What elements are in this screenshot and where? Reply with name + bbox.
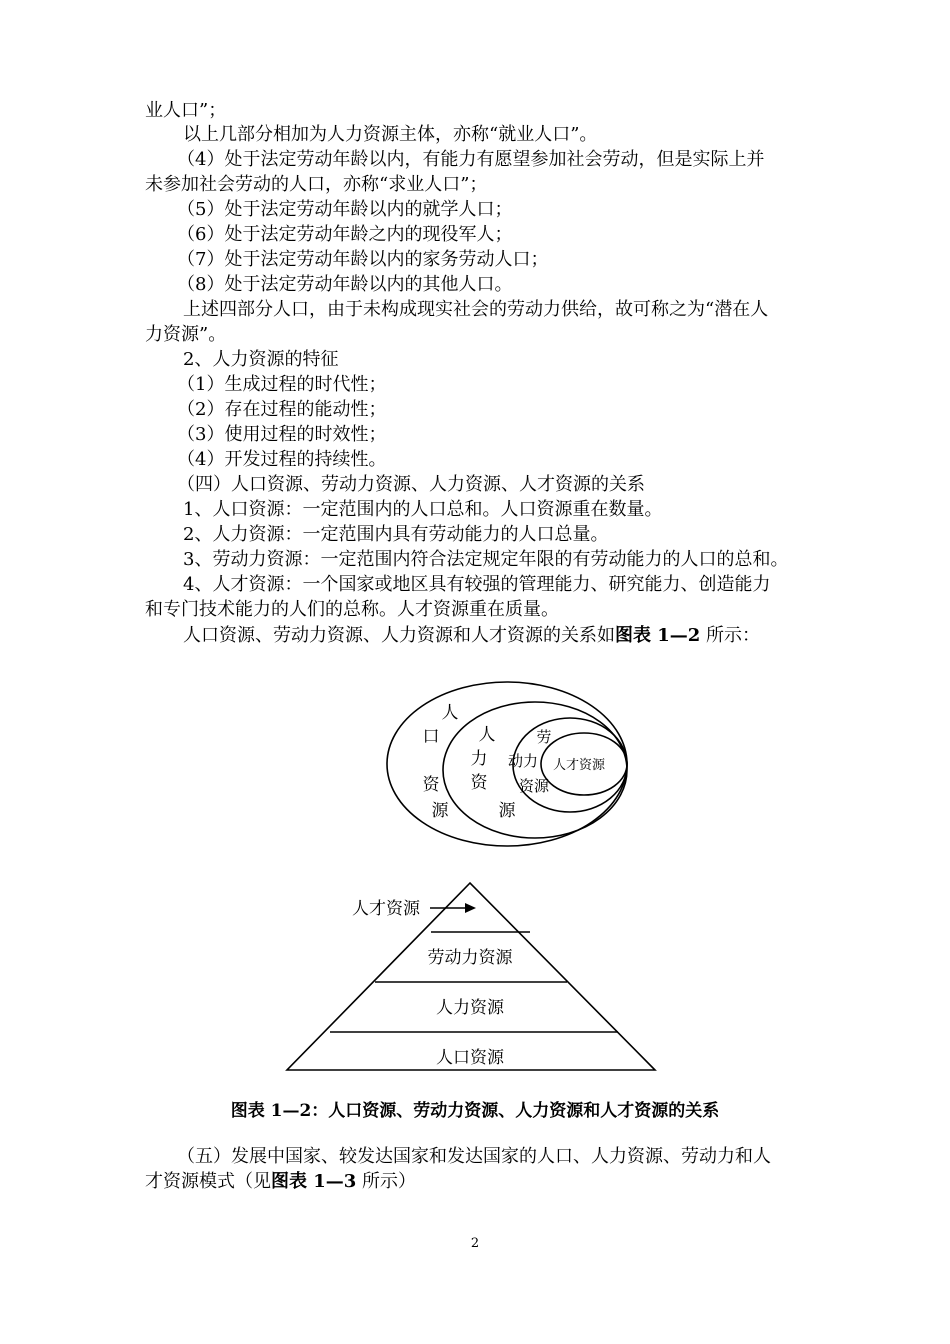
venn-label-char: 口: [422, 727, 440, 747]
venn-label-char: 资: [470, 773, 488, 793]
pyramid-tier-label: 人口资源: [436, 1048, 504, 1068]
venn-label-char: 资: [422, 775, 440, 795]
text-line: （4）处于法定劳动年龄以内，有能力有愿望参加社会劳动，但是实际上并: [177, 149, 765, 170]
text-line: 1、人口资源：一定范围内的人口总和。人口资源重在数量。: [183, 499, 663, 520]
text-line: 2、人力资源：一定范围内具有劳动能力的人口总量。: [183, 524, 609, 545]
arrow-head-icon: [465, 903, 476, 913]
nested-ellipse-diagram: [387, 682, 627, 846]
pyramid-tier-label: 人力资源: [436, 998, 504, 1018]
figure-caption: 图表 1—2：人口资源、劳动力资源、人力资源和人才资源的关系: [230, 1101, 720, 1121]
figure-reference: 图表 1—3: [271, 1171, 357, 1192]
venn-label-char: 人: [441, 703, 459, 723]
text-run: 人口资源、劳动力资源、人力资源和人才资源的关系如: [183, 625, 615, 646]
text-line: （五）发展中国家、较发达国家和发达国家的人口、人力资源、劳动力和人: [177, 1146, 771, 1167]
venn-label-char: 源: [431, 801, 449, 821]
text-line: （3）使用过程的时效性；: [177, 424, 387, 445]
text-line: （6）处于法定劳动年龄之内的现役军人；: [177, 224, 513, 245]
text-run: 所示）: [356, 1171, 417, 1192]
text-line: 4、人才资源：一个国家或地区具有较强的管理能力、研究能力、创造能力: [183, 574, 771, 595]
text-line: 未参加社会劳动的人口，亦称“求业人口”；: [145, 174, 488, 195]
section-heading: （四）人口资源、劳动力资源、人力资源、人才资源的关系: [177, 474, 645, 495]
text-line: （2）存在过程的能动性；: [177, 399, 387, 420]
text-line: 业人口”；: [145, 100, 227, 121]
text-run: 所示：: [700, 625, 761, 646]
section-heading: 2、人力资源的特征: [183, 349, 339, 370]
pyramid-outline: [287, 883, 655, 1070]
text-line: [145, 1170, 416, 1194]
venn-label-char: 资源: [518, 777, 550, 795]
text-line: （5）处于法定劳动年龄以内的就学人口；: [177, 199, 513, 220]
pyramid-diagram: [287, 883, 655, 1070]
figure-reference: 图表 1—2: [615, 625, 701, 646]
text-line: 以上几部分相加为人力资源主体，亦称“就业人口”。: [183, 124, 598, 145]
venn-label-char: 力: [470, 749, 488, 769]
text-line: 上述四部分人口，由于未构成现实社会的劳动力供给，故可称之为“潜在人: [183, 299, 769, 320]
venn-label-char: 人: [478, 725, 496, 745]
pyramid-tier-label: 劳动力资源: [427, 948, 513, 968]
venn-label-char: 劳: [536, 728, 552, 746]
venn-label-char: 动力: [507, 752, 539, 770]
text-run: 才资源模式（见: [145, 1171, 271, 1192]
text-line: 和专门技术能力的人们的总称。人才资源重在质量。: [145, 599, 559, 620]
text-line: （4）开发过程的持续性。: [177, 449, 387, 470]
text-line: （8）处于法定劳动年龄以内的其他人口。: [177, 274, 513, 295]
text-line: 3、劳动力资源：一定范围内符合法定规定年限的有劳动能力的人口的总和。: [183, 549, 789, 570]
page-number: 2: [470, 1236, 480, 1251]
pyramid-arrow-label: 人才资源: [352, 899, 420, 919]
venn-label-inner: 人才资源: [552, 758, 606, 773]
text-line: （7）处于法定劳动年龄以内的家务劳动人口；: [177, 249, 549, 270]
text-line: 力资源”。: [145, 324, 227, 345]
text-line: （1）生成过程的时代性；: [177, 374, 387, 395]
venn-label-char: 源: [498, 801, 516, 821]
